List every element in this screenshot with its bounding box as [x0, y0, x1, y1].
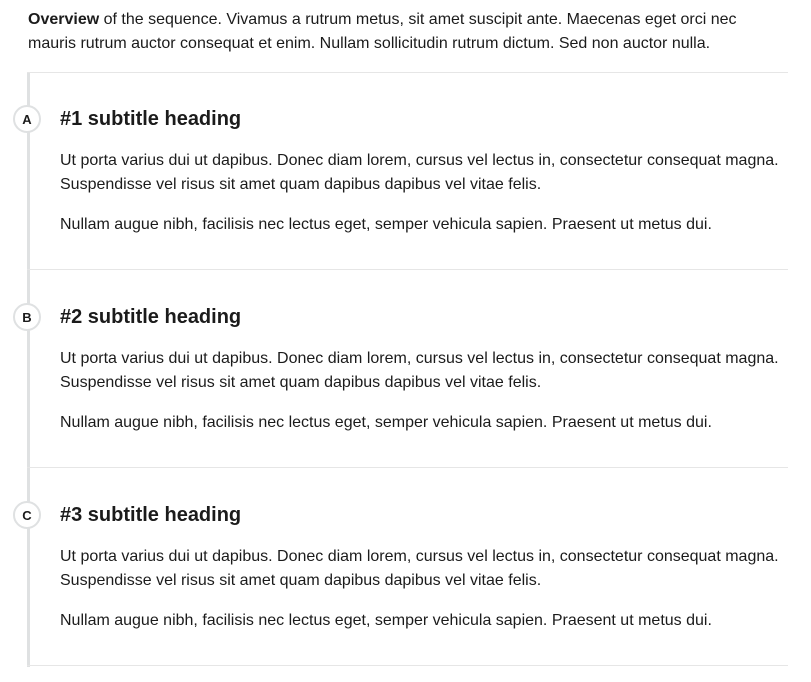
step-marker: A — [13, 105, 41, 133]
overview-lead: Overview — [28, 11, 100, 28]
step-paragraph: Nullam augue nibh, facilisis nec lectus eget, semper vehicula sapien. Praesent ut metus dui. — [60, 216, 712, 233]
step-paragraph: Nullam augue nibh, facilisis nec lectus eget, semper vehicula sapien. Praesent ut metus dui. — [60, 414, 712, 431]
step-c — [22, 468, 788, 666]
step-paragraph: Nullam augue nibh, facilisis nec lectus eget, semper vehicula sapien. Praesent ut metus dui. — [60, 612, 712, 629]
step-paragraph: Ut porta varius dui ut dapibus. Donec diam lorem, cursus vel lectus in, consectetur consequat magna. Suspendisse vel risus sit amet quam dapibus dapibus vel vitae felis. — [60, 350, 779, 391]
overview-text: of the sequence. Vivamus a rutrum metus, sit amet suscipit ante. Maecenas eget orci nec mauris rutrum auctor consequat et enim. Nullam sollicitudin rutrum dictum. Sed non auctor nulla. — [28, 11, 737, 52]
step-a — [22, 72, 788, 270]
overview-paragraph — [28, 8, 788, 56]
step-paragraph: Ut porta varius dui ut dapibus. Donec diam lorem, cursus vel lectus in, consectetur consequat magna. Suspendisse vel risus sit amet quam dapibus dapibus vel vitae felis. — [60, 548, 779, 589]
step-heading: #1 subtitle heading — [60, 108, 242, 130]
step-heading: #2 subtitle heading — [60, 306, 242, 328]
step-sequence — [22, 72, 788, 667]
step-paragraph: Ut porta varius dui ut dapibus. Donec diam lorem, cursus vel lectus in, consectetur consequat magna. Suspendisse vel risus sit amet quam dapibus dapibus vel vitae felis. — [60, 152, 779, 193]
divider — [27, 665, 788, 666]
step-heading: #3 subtitle heading — [60, 504, 242, 526]
step-marker: B — [13, 303, 41, 331]
step-marker: C — [13, 501, 41, 529]
step-b — [22, 270, 788, 468]
